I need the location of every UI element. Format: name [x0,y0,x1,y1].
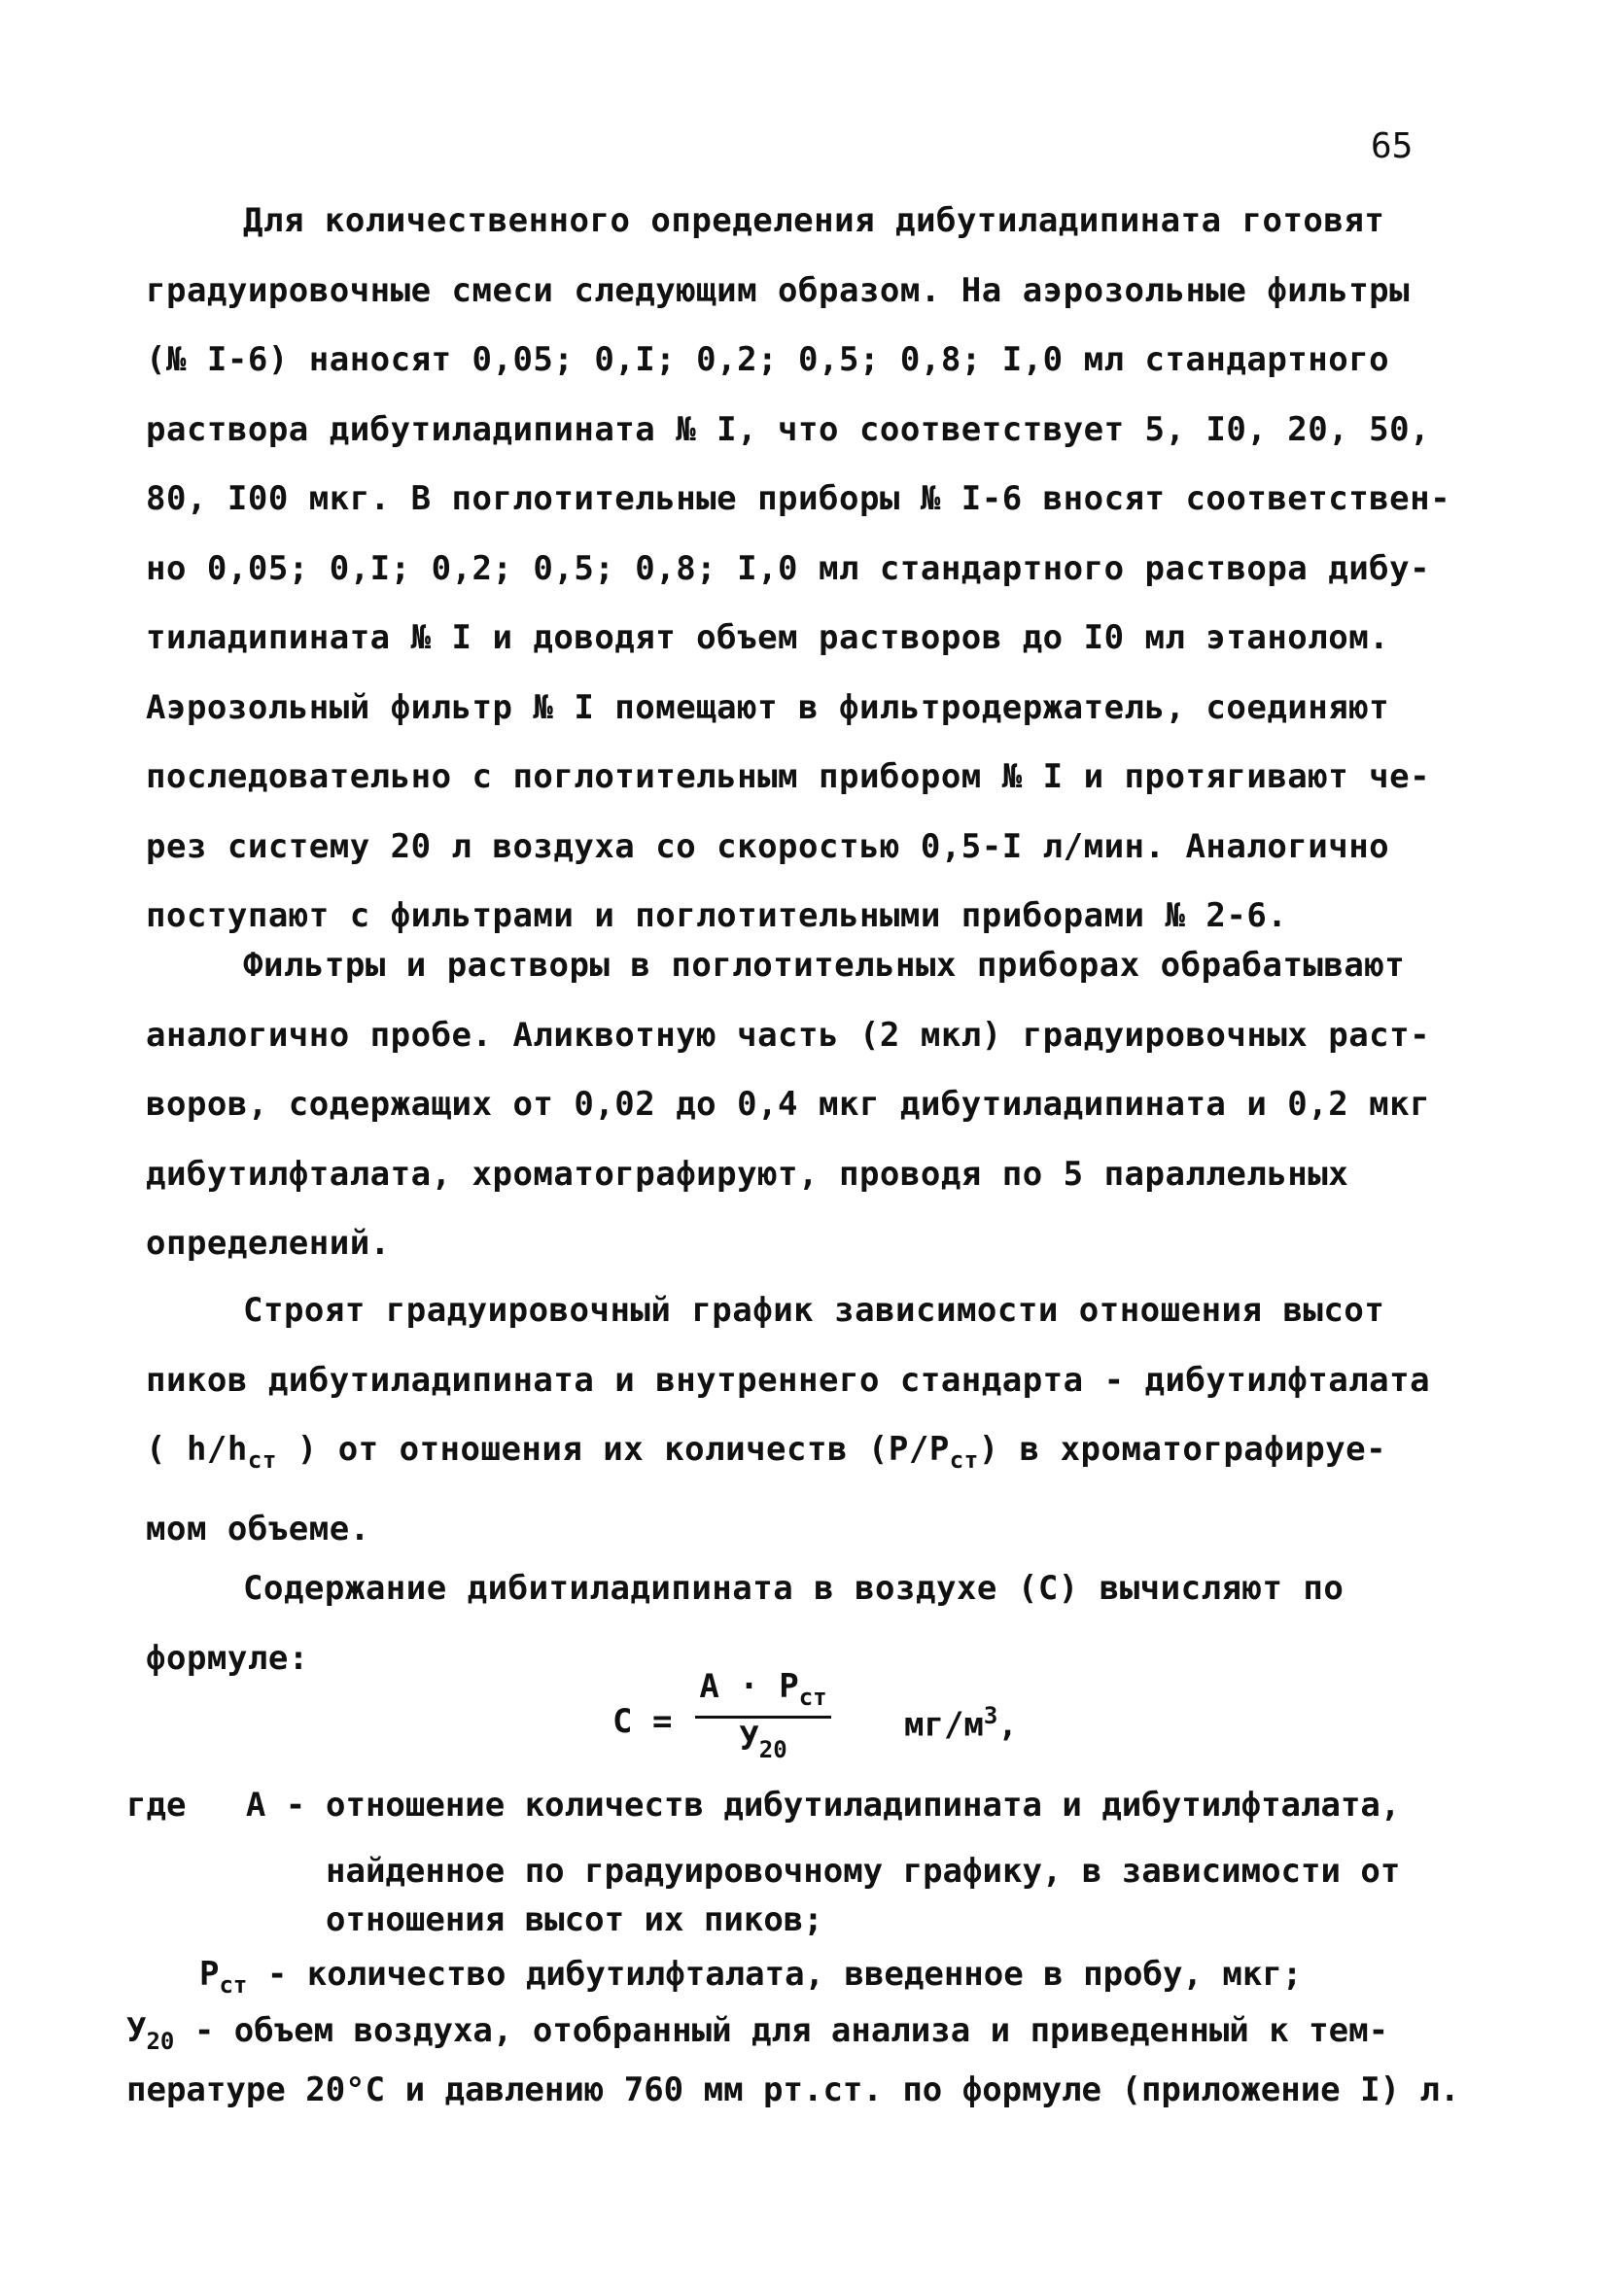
definition-v-continued: пературе 20°С и давлению 760 мм рт.ст. по формуле (приложение I) л. [126,2070,1460,2109]
text-line: Фильтры и растворы в поглотительных приборах обрабатывают [243,946,1406,985]
text-line: Для количественного определения дибутиладипината готовят [243,201,1385,240]
formula-unit: $мг/м^3$, [904,1702,1018,1745]
text-line: поступают с фильтрами и поглотительными приборами № 2-6. [146,896,1288,935]
text-line: пиков дибутиладипината и внутреннего стандарта - дибутилфталата [146,1360,1431,1400]
text-line: (№ I-6) наносят 0,05; 0,I; 0,2; 0,5; 0,8; I,0 мл стандартного [146,340,1390,379]
text-line: но 0,05; 0,I; 0,2; 0,5; 0,8; I,0 мл стандартного раствора дибу- [146,548,1431,588]
text-line: последовательно с поглотительным прибором № I и протягивают че- [146,757,1431,796]
text-line: формуле: [146,1638,309,1678]
definition-p: $P_{ст}$ - количество дибутилфталата, введенное в пробу, мкг; [199,1955,1303,1999]
text-line: тиладипината № I и доводят объем растворов до I0 мл этанолом. [146,618,1390,657]
definition-v: $У_{20}$ - объем воздуха, отобранный для анализа и приведенный к тем- [126,2011,1389,2055]
text-line: раствора дибутиладипината № I, что соответствует 5, I0, 20, 50, [146,409,1431,449]
text-line: Аэрозольный фильтр № I помещают в фильтродержатель, соединяют [146,687,1390,727]
definition-a: где A - отношение количеств дибутиладипината и дибутилфталата, [126,1786,1401,1825]
ratio-h: h/h [186,1430,248,1469]
text-line: градуировочные смеси следующим образом. На аэрозольные фильтры [146,270,1411,310]
text-line: 80, I00 мкг. В поглотительные приборы № I-6 вносят соответствен- [146,479,1451,518]
paragraph-calibration-graph [146,1276,1526,1565]
formula-denominator: $У_{20}$ [739,1720,787,1763]
text-line: воров, содержащих от 0,02 до 0,4 мкг дибутиладипината и 0,2 мкг [146,1085,1431,1124]
text-line: ( $h/h_{ст}$ ) от отношения их количеств $(P/P_{ст})$ в хроматографируе- [146,1430,1387,1474]
fraction-bar [695,1716,831,1719]
paragraph-processing [146,931,1526,1279]
formula-lhs: С = [612,1702,673,1741]
page-number: 65 [1371,126,1414,166]
variable-definitions [126,1781,1526,2114]
definition-a-continued: найденное по градуировочному графику, в зависимости от [326,1852,1401,1891]
text-line: определений. [146,1224,391,1263]
definition-a-continued: отношения высот их пиков; [326,1900,823,1939]
text-line: Содержание дибитиладипината в воздухе (С) вычисляют по [243,1569,1345,1608]
text-line: рез систему 20 л воздуха со скоростью 0,5-I л/мин. Аналогично [146,826,1390,866]
text-line: аналогично пробе. Аликвотную часть (2 мкл) градуировочных раст- [146,1015,1431,1055]
concentration-formula [612,1667,1079,1774]
text-line: Строят градуировочный график зависимости отношения высот [243,1291,1385,1330]
formula-numerator: $A \cdot P_{ст}$ [699,1667,827,1711]
text-line: мом объеме. [146,1510,370,1549]
text-line: дибутилфталата, хроматографируют, проводя по 5 параллельных [146,1154,1349,1194]
paragraph-preparation [146,187,1526,952]
